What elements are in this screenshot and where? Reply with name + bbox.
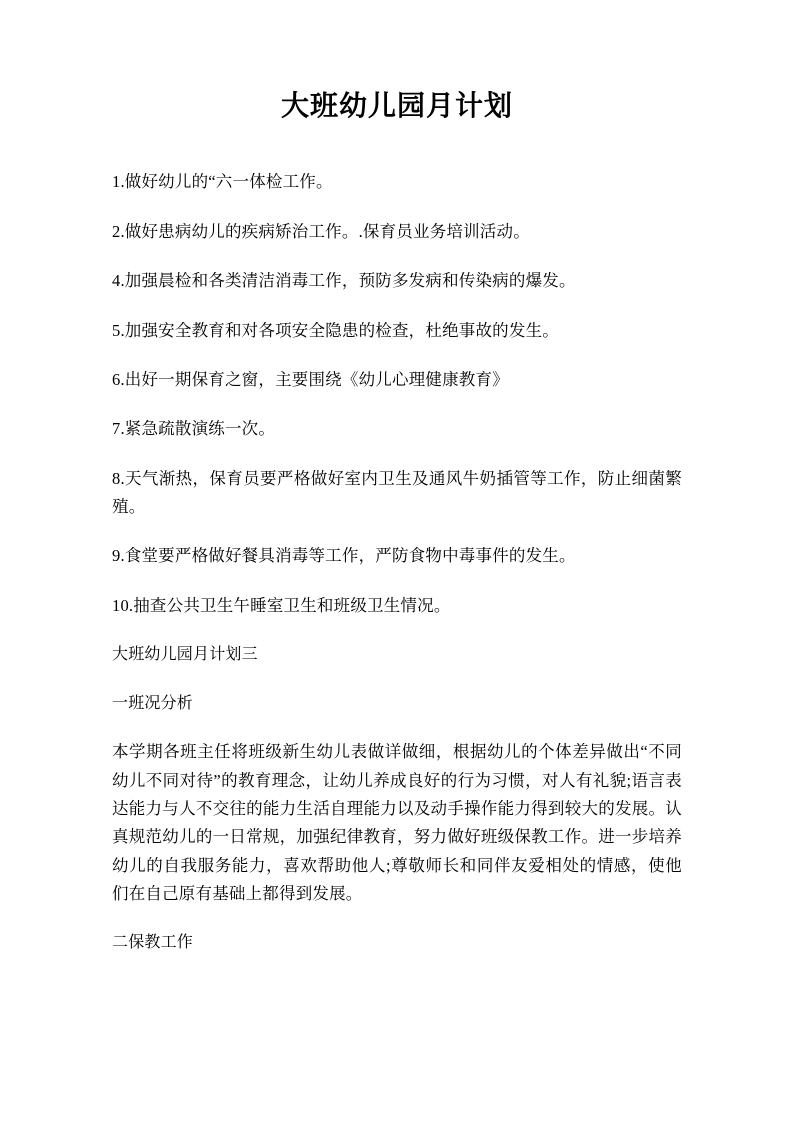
paragraph-6: 7.紧急疏散演练一次。 — [112, 419, 276, 439]
document-content — [112, 0, 682, 978]
section-heading-plan-three: 大班幼儿园月计划三 — [112, 646, 258, 664]
paragraph-7: 8.天气渐热，保育员要严格做好室内卫生及通风牛奶插管等工作，防止细菌繁殖。 — [112, 468, 682, 517]
paragraph-5: 6.出好一期保育之窗，主要围绕《幼儿心理健康教育》 — [112, 369, 509, 389]
paragraph-8: 9.食堂要严格做好餐具消毒等工作，严防食物中毒事件的发生。 — [112, 546, 576, 566]
paragraph-2: 2.做好患病幼儿的疾病矫治工作。.保育员业务培训活动。 — [112, 221, 530, 241]
section-heading-education-work: 二保教工作 — [112, 934, 194, 952]
paragraph-9: 10.抽查公共卫生午睡室卫生和班级卫生情况。 — [112, 595, 451, 615]
page-title: 大班幼儿园月计划 — [280, 90, 513, 121]
paragraph-class-analysis-body: 本学期各班主任将班级新生幼儿表做详做细，根据幼儿的个体差异做出“不同幼儿不同对待”的教育理念，让幼儿养成良好的行为习惯，对人有礼貌;语言表达能力与人不交往的能力生活自理能力以及动手操作能力得到较大的发展。认真规范幼儿的一日常规，加强纪律教育，努力做好班级保教工作。进一步培养幼儿的自我服务能力，喜欢帮助他人;尊敬师长和同伴友爱相处的情感，使他们在自己原有基础上都得到发展。 — [112, 742, 682, 904]
document-body — [112, 168, 682, 957]
paragraph-3: 4.加强晨检和各类清洁消毒工作，预防多发病和传染病的爆发。 — [112, 271, 576, 291]
section-heading-class-analysis: 一班况分析 — [112, 694, 194, 712]
paragraph-1: 1.做好幼儿的“六一体检工作。 — [112, 172, 333, 192]
paragraph-4: 5.加强安全教育和对各项安全隐患的检查，杜绝事故的发生。 — [112, 320, 559, 340]
